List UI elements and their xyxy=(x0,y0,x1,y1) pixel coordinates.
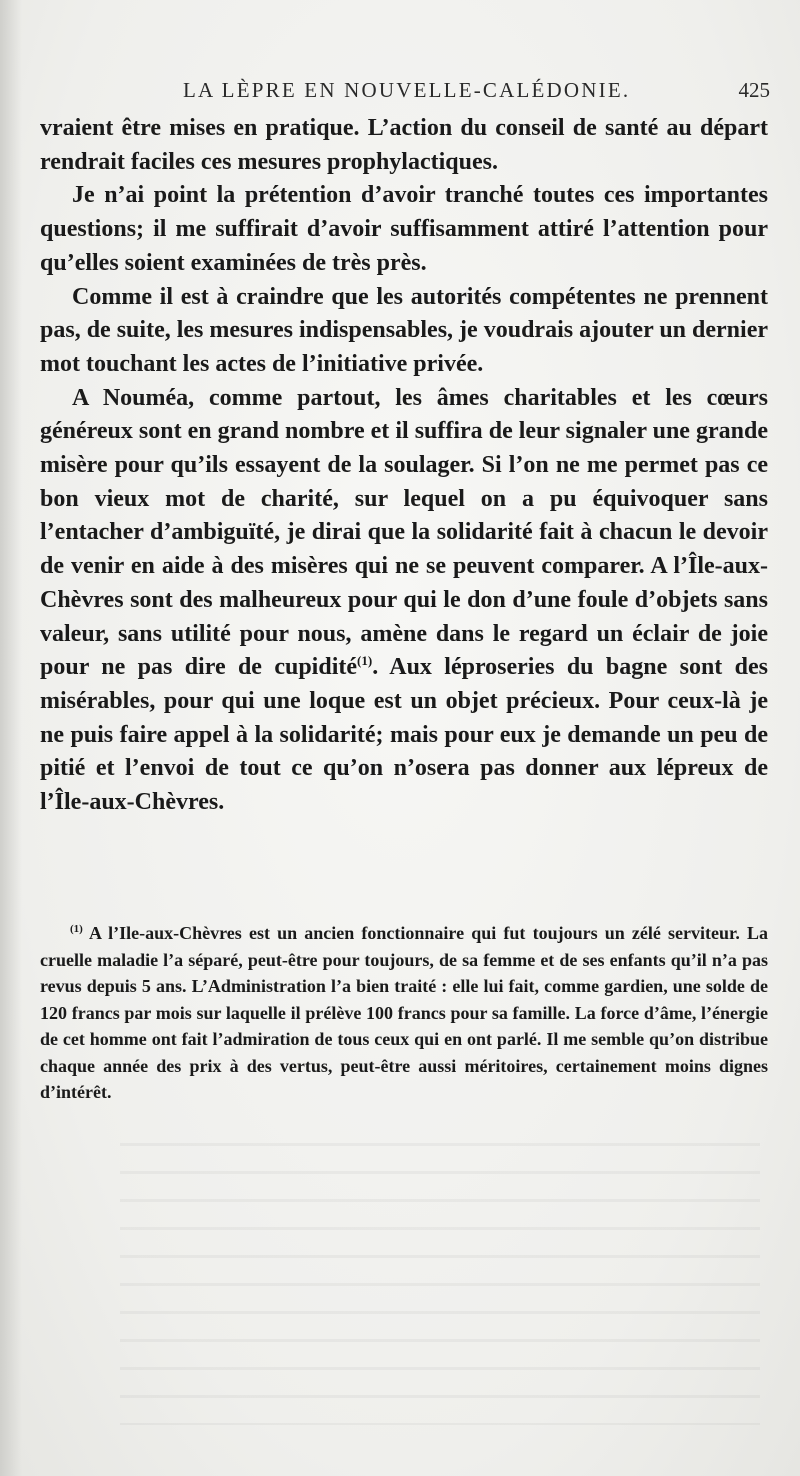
footnote xyxy=(40,920,768,1106)
paragraph-3: Comme il est à craindre que les autorités compétentes ne prennent pas, de suite, les mesures indispensables, je voudrais ajouter un dernier mot touchant les actes de l’initiative privée. xyxy=(40,283,768,377)
paragraph-2: Je n’ai point la prétention d’avoir tranché toutes ces importantes questions; il me suffirait d’avoir suffisamment attiré l’attention pour qu’elles soient examinées de très près. xyxy=(40,182,768,276)
footnote-reference: (1) xyxy=(357,653,373,669)
page-number: 425 xyxy=(738,78,770,102)
running-head xyxy=(40,78,770,104)
body-text xyxy=(40,112,768,820)
footnote-text: A l’Ile-aux-Chèvres est un ancien fonctionnaire qui fut toujours un zélé serviteur. La cruelle maladie l’a séparé, peut-être pour toujours, de sa femme et de ses enfants qu’il n’a pas revus depuis 5 ans. L’Administration l’a bien traité : elle lui fait, comme gardien, une solde de 120 francs par mois sur laquelle il prélève 100 francs pour sa famille. La force d’âme, l’énergie de cet homme ont fait l’admiration de tous ceux qui en ont parlé. Il me semble qu’on distribue chaque année des prix à des vertus, peut-être aussi méritoires, certainement moins dignes d’intérêt. xyxy=(40,923,768,1102)
running-title: LA LÈPRE EN NOUVELLE-CALÉDONIE. xyxy=(183,78,631,102)
paragraph-4 xyxy=(40,382,768,820)
paragraph-4-part-2: . Aux léproseries du bagne sont des misérables, pour qui une loque est un objet précieux. Pour ceux-là je ne puis faire appel à la solidarité; mais pour eux je demande un peu de pitié et l’envoi de tout ce qu’on n’osera pas donner aux lépreux de l’Île-aux-Chèvres. xyxy=(40,654,769,816)
paragraph-4-part-1: A Nouméa, comme partout, les âmes charitables et les cœurs généreux sont en grand nombre et il suffira de leur signaler une grande misère pour qu’ils essayent de la soulager. Si l’on ne me permet pas ce bon vieux mot de charité, sur lequel on a pu équivoquer sans l’entacher d’ambiguïté, je dirai que la solidarité fait à chacun le devoir de venir en aide à des misères qui ne se peuvent comparer. A l’Île-aux-Chèvres sont des malheureux pour qui le don d’une foule d’objets sans valeur, sans utilité pour nous, amène dans le regard un éclair de joie pour ne pas dire de cupidité xyxy=(40,384,768,681)
footnote-marker: (1) xyxy=(70,923,83,935)
page-edge-shadow xyxy=(0,0,22,1476)
show-through-text xyxy=(120,1125,760,1425)
paragraph-1: vraient être mises en pratique. L’action du conseil de santé au départ rendrait faciles ces mesures prophylactiques. xyxy=(40,115,768,175)
